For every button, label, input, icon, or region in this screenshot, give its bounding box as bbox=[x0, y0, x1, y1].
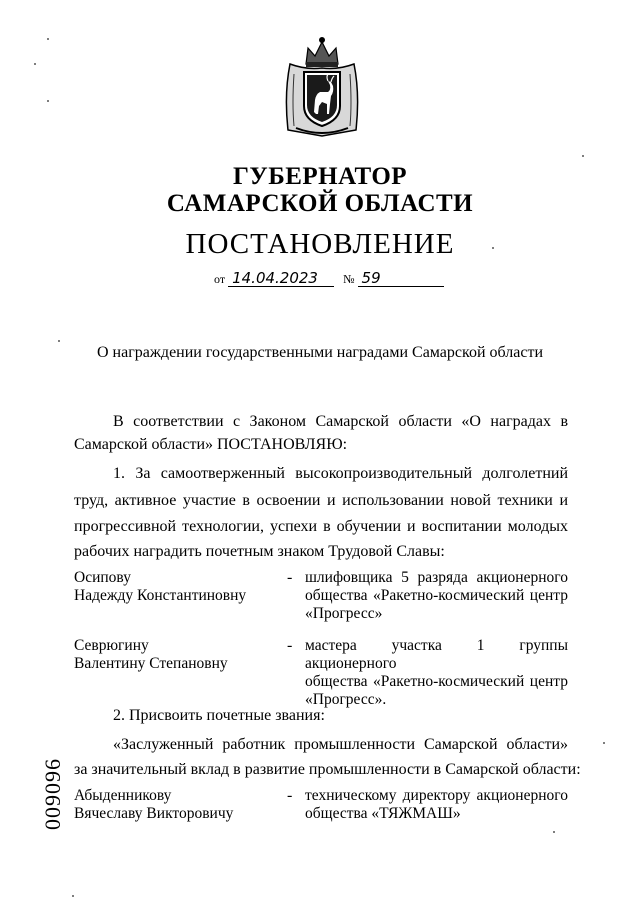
issuer-title-line1: ГУБЕРНАТОР bbox=[232, 163, 408, 190]
date-number-line bbox=[214, 270, 444, 287]
awardee-position bbox=[305, 787, 568, 823]
scan-speck bbox=[34, 63, 36, 65]
scan-speck bbox=[47, 38, 49, 40]
awardee-name bbox=[74, 569, 246, 605]
scan-speck bbox=[603, 742, 605, 744]
position-line: техническому директору акционерного bbox=[305, 787, 568, 804]
honorary-title-line-2: за значительный вклад в развитие промышленности в Самарской области: bbox=[74, 761, 581, 778]
paragraph-2: 2. Присвоить почетные звания: bbox=[113, 707, 325, 724]
handwritten-date: 14.04.2023 bbox=[228, 270, 334, 287]
intro-line-2: Самарской области» ПОСТАНОВЛЯЮ: bbox=[74, 436, 348, 453]
dash-separator: - bbox=[287, 569, 293, 586]
scan-speck bbox=[553, 831, 555, 833]
dash-separator: - bbox=[287, 637, 293, 654]
awardee-name bbox=[74, 787, 233, 823]
awardee-name bbox=[74, 637, 228, 673]
document-subject: О награждении государственными наградами Самарской области bbox=[96, 344, 544, 361]
number-label: № bbox=[343, 272, 355, 286]
scan-speck bbox=[582, 155, 584, 157]
scan-speck bbox=[47, 100, 49, 102]
scan-speck bbox=[72, 895, 74, 897]
position-line: мастера участка 1 группы акционерного bbox=[305, 637, 568, 672]
awardee-surname: Абыденникову bbox=[74, 787, 172, 804]
date-label: от bbox=[214, 272, 226, 286]
intro-line-1: В соответствии с Законом Самарской области «О наградах в bbox=[113, 413, 568, 430]
issuer-title-line2: САМАРСКОЙ ОБЛАСТИ bbox=[166, 190, 474, 217]
position-line: общества «ТЯЖМАШ» bbox=[305, 805, 461, 822]
scan-speck bbox=[58, 340, 60, 342]
scan-speck bbox=[492, 247, 494, 249]
side-registration-number: 009096 bbox=[40, 758, 65, 830]
position-line: «Прогресс». bbox=[305, 691, 387, 708]
paragraph-1-line-4: рабочих наградить почетным знаком Трудовой Славы: bbox=[74, 543, 445, 560]
document-type: ПОСТАНОВЛЕНИЕ bbox=[185, 228, 455, 260]
awardee-position bbox=[305, 569, 568, 623]
position-line: общества «Ракетно-космический центр bbox=[305, 587, 568, 604]
paragraph-1-line-2: труд, активное участие в освоении и использовании новой техники и bbox=[74, 492, 568, 509]
samara-coat-of-arms-icon bbox=[282, 34, 362, 138]
handwritten-number: 59 bbox=[358, 270, 444, 287]
awardee-surname: Севрюгину bbox=[74, 637, 149, 654]
awardee-position bbox=[305, 637, 568, 709]
paragraph-1-line-3: прогрессивной технологии, успехи в обучении и воспитании молодых bbox=[74, 518, 568, 535]
honorary-title-line-1: «Заслуженный работник промышленности Самарской области» bbox=[113, 736, 568, 753]
paragraph-1-line-1: 1. За самоотверженный высокопроизводительный долголетний bbox=[113, 465, 568, 482]
position-line: шлифовщика 5 разряда акционерного bbox=[305, 569, 568, 586]
position-line: «Прогресс» bbox=[305, 605, 383, 622]
awardee-surname: Осипову bbox=[74, 569, 131, 586]
dash-separator: - bbox=[287, 787, 293, 804]
awardee-given-name: Вячеславу Викторовичу bbox=[74, 805, 234, 822]
awardee-given-name: Валентину Степановну bbox=[74, 655, 228, 672]
awardee-given-name: Надежду Константиновну bbox=[74, 587, 247, 604]
position-line: общества «Ракетно-космический центр bbox=[305, 673, 568, 690]
